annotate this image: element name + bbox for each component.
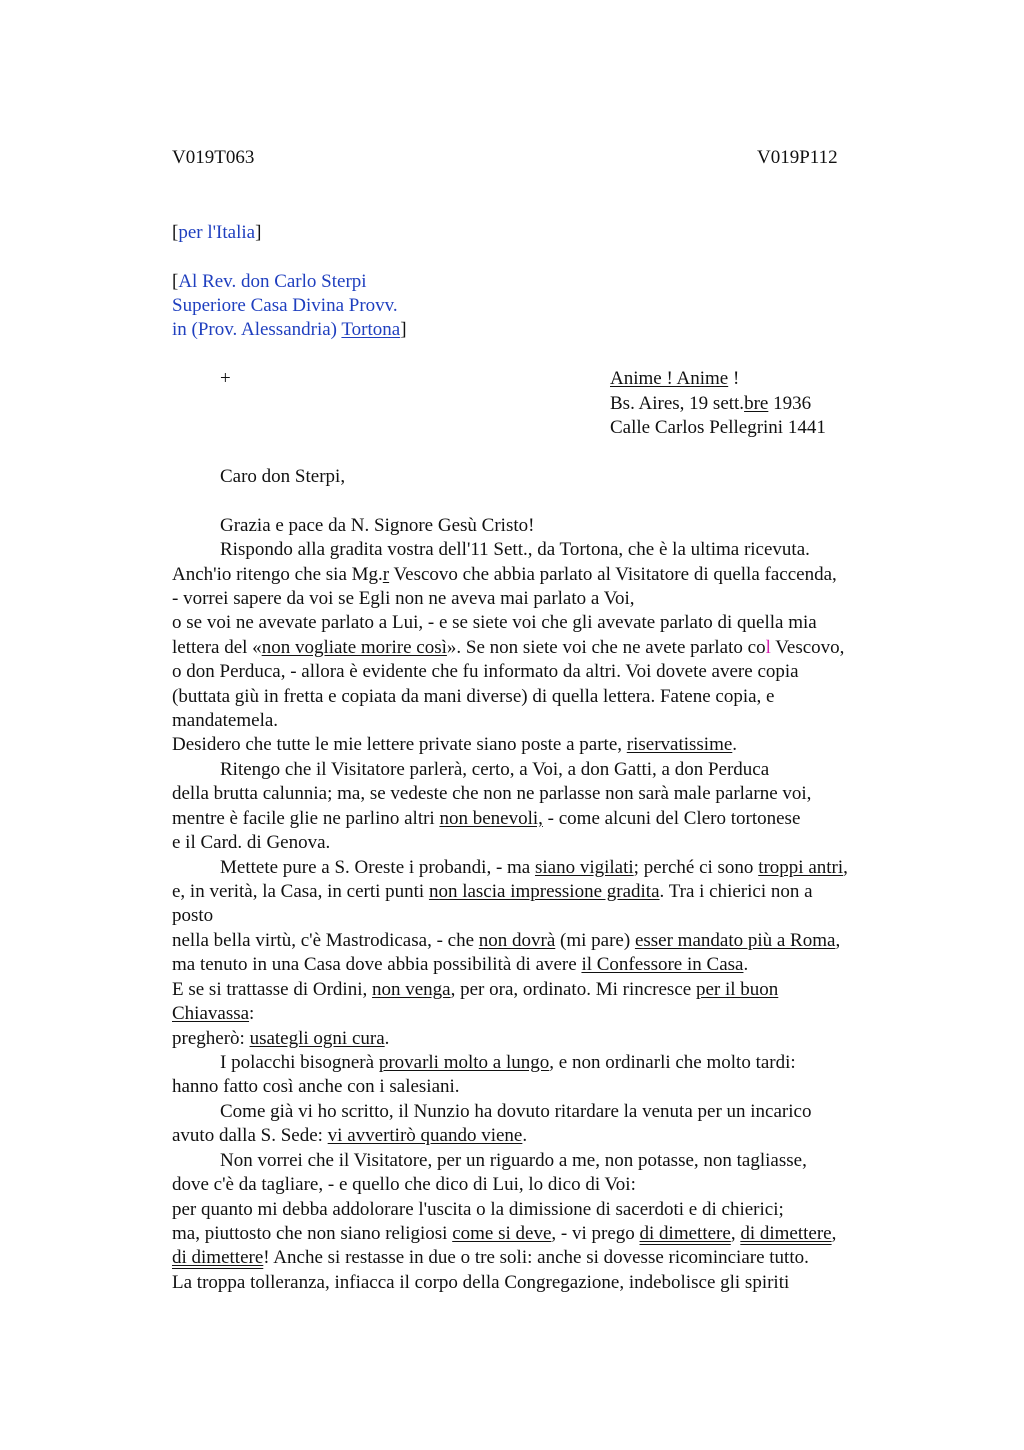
body-line: ma, piuttosto che non siano religiosi come si deve, - vi prego di dimettere, di dimettere, (172, 1223, 837, 1244)
body-line: o se voi ne avevate parlato a Lui, - e se siete voi che gli avevate parlato di quella mia (172, 612, 817, 633)
address-line-3: in (Prov. Alessandria) Tortona] (172, 319, 407, 340)
address-line-1: [Al Rev. don Carlo Sterpi (172, 271, 367, 292)
body-line: ma tenuto in una Casa dove abbia possibilità di avere il Confessore in Casa. (172, 954, 749, 975)
document-code-right: V019P112 (757, 147, 838, 168)
body-line: Anch'io ritengo che sia Mg.r Vescovo che abbia parlato al Visitatore di quella faccenda, (172, 564, 837, 585)
body-line: hanno fatto così anche con i salesiani. (172, 1076, 460, 1097)
body-line: lettera del «non vogliate morire così». Se non siete voi che ne avete parlato col Vescovo, (172, 637, 845, 658)
body-line: Desidero che tutte le mie lettere private siano poste a parte, riservatissime. (172, 734, 738, 755)
body-line: Come già vi ho scritto, il Nunzio ha dovuto ritardare la venuta per un incarico (220, 1101, 812, 1122)
body-line: Mettete pure a S. Oreste i probandi, - ma siano vigilati; perché ci sono troppi antri, (220, 857, 848, 878)
street-address: Calle Carlos Pellegrini 1441 (610, 417, 826, 438)
address-city: Tortona (341, 319, 401, 340)
address-line-0: [per l'Italia] (172, 222, 262, 243)
body-line: I polacchi bisognerà provarli molto a lungo, e non ordinarli che molto tardi: (220, 1052, 796, 1073)
body-line: (buttata giù in fretta e copiata da mani diverse) di quella lettera. Fatene copia, e (172, 686, 775, 707)
body-line: Grazia e pace da N. Signore Gesù Cristo! (220, 515, 535, 536)
body-line: o don Perduca, - allora è evidente che fu informato da altri. Voi dovete avere copia (172, 661, 799, 682)
address-line-2: Superiore Casa Divina Provv. (172, 295, 398, 316)
salutation: Caro don Sterpi, (220, 466, 346, 487)
body-line: Rispondo alla gradita vostra dell'11 Sett., da Tortona, che è la ultima ricevuta. (220, 539, 810, 560)
body-line: avuto dalla S. Sede: vi avvertirò quando viene. (172, 1125, 528, 1146)
body-line: - vorrei sapere da voi se Egli non ne aveva mai parlato a Voi, (172, 588, 635, 609)
body-line: Chiavassa: (172, 1003, 255, 1024)
body-line: nella bella virtù, c'è Mastrodicasa, - che non dovrà (mi pare) esser mandato più a Roma, (172, 930, 841, 951)
body-line: Ritengo che il Visitatore parlerà, certo, a Voi, a don Gatti, a don Perduca (220, 759, 770, 780)
motto: Anime ! Anime ! (610, 368, 740, 389)
date-line: Bs. Aires, 19 sett.bre 1936 (610, 393, 812, 414)
body-line: per quanto mi debba addolorare l'uscita o la dimissione di sacerdoti e di chierici; (172, 1199, 784, 1220)
body-line: E se si trattasse di Ordini, non venga, per ora, ordinato. Mi rincresce per il buon (172, 979, 779, 1000)
body-line: pregherò: usategli ogni cura. (172, 1028, 390, 1049)
body-line: di dimettere! Anche si restasse in due o tre soli: anche si dovesse ricominciare tutto. (172, 1247, 809, 1268)
body-line: dove c'è da tagliare, - e quello che dico di Lui, lo dico di Voi: (172, 1174, 636, 1195)
body-line: Non vorrei che il Visitatore, per un riguardo a me, non potasse, non tagliasse, (220, 1150, 807, 1171)
document-code-left: V019T063 (172, 147, 255, 168)
body-line: mandatemela. (172, 710, 279, 731)
cross-mark: + (220, 368, 231, 389)
body-line: posto (172, 905, 214, 926)
body-line: e il Card. di Genova. (172, 832, 331, 853)
body-line: della brutta calunnia; ma, se vedeste che non ne parlasse non sarà male parlarne voi, (172, 783, 812, 804)
body-line: e, in verità, la Casa, in certi punti non lascia impressione gradita. Tra i chierici non a (172, 881, 813, 902)
body-line: mentre è facile glie ne parlino altri non benevoli, - come alcuni del Clero tortonese (172, 808, 801, 829)
body-line: La troppa tolleranza, infiacca il corpo della Congregazione, indebolisce gli spiriti (172, 1272, 790, 1293)
